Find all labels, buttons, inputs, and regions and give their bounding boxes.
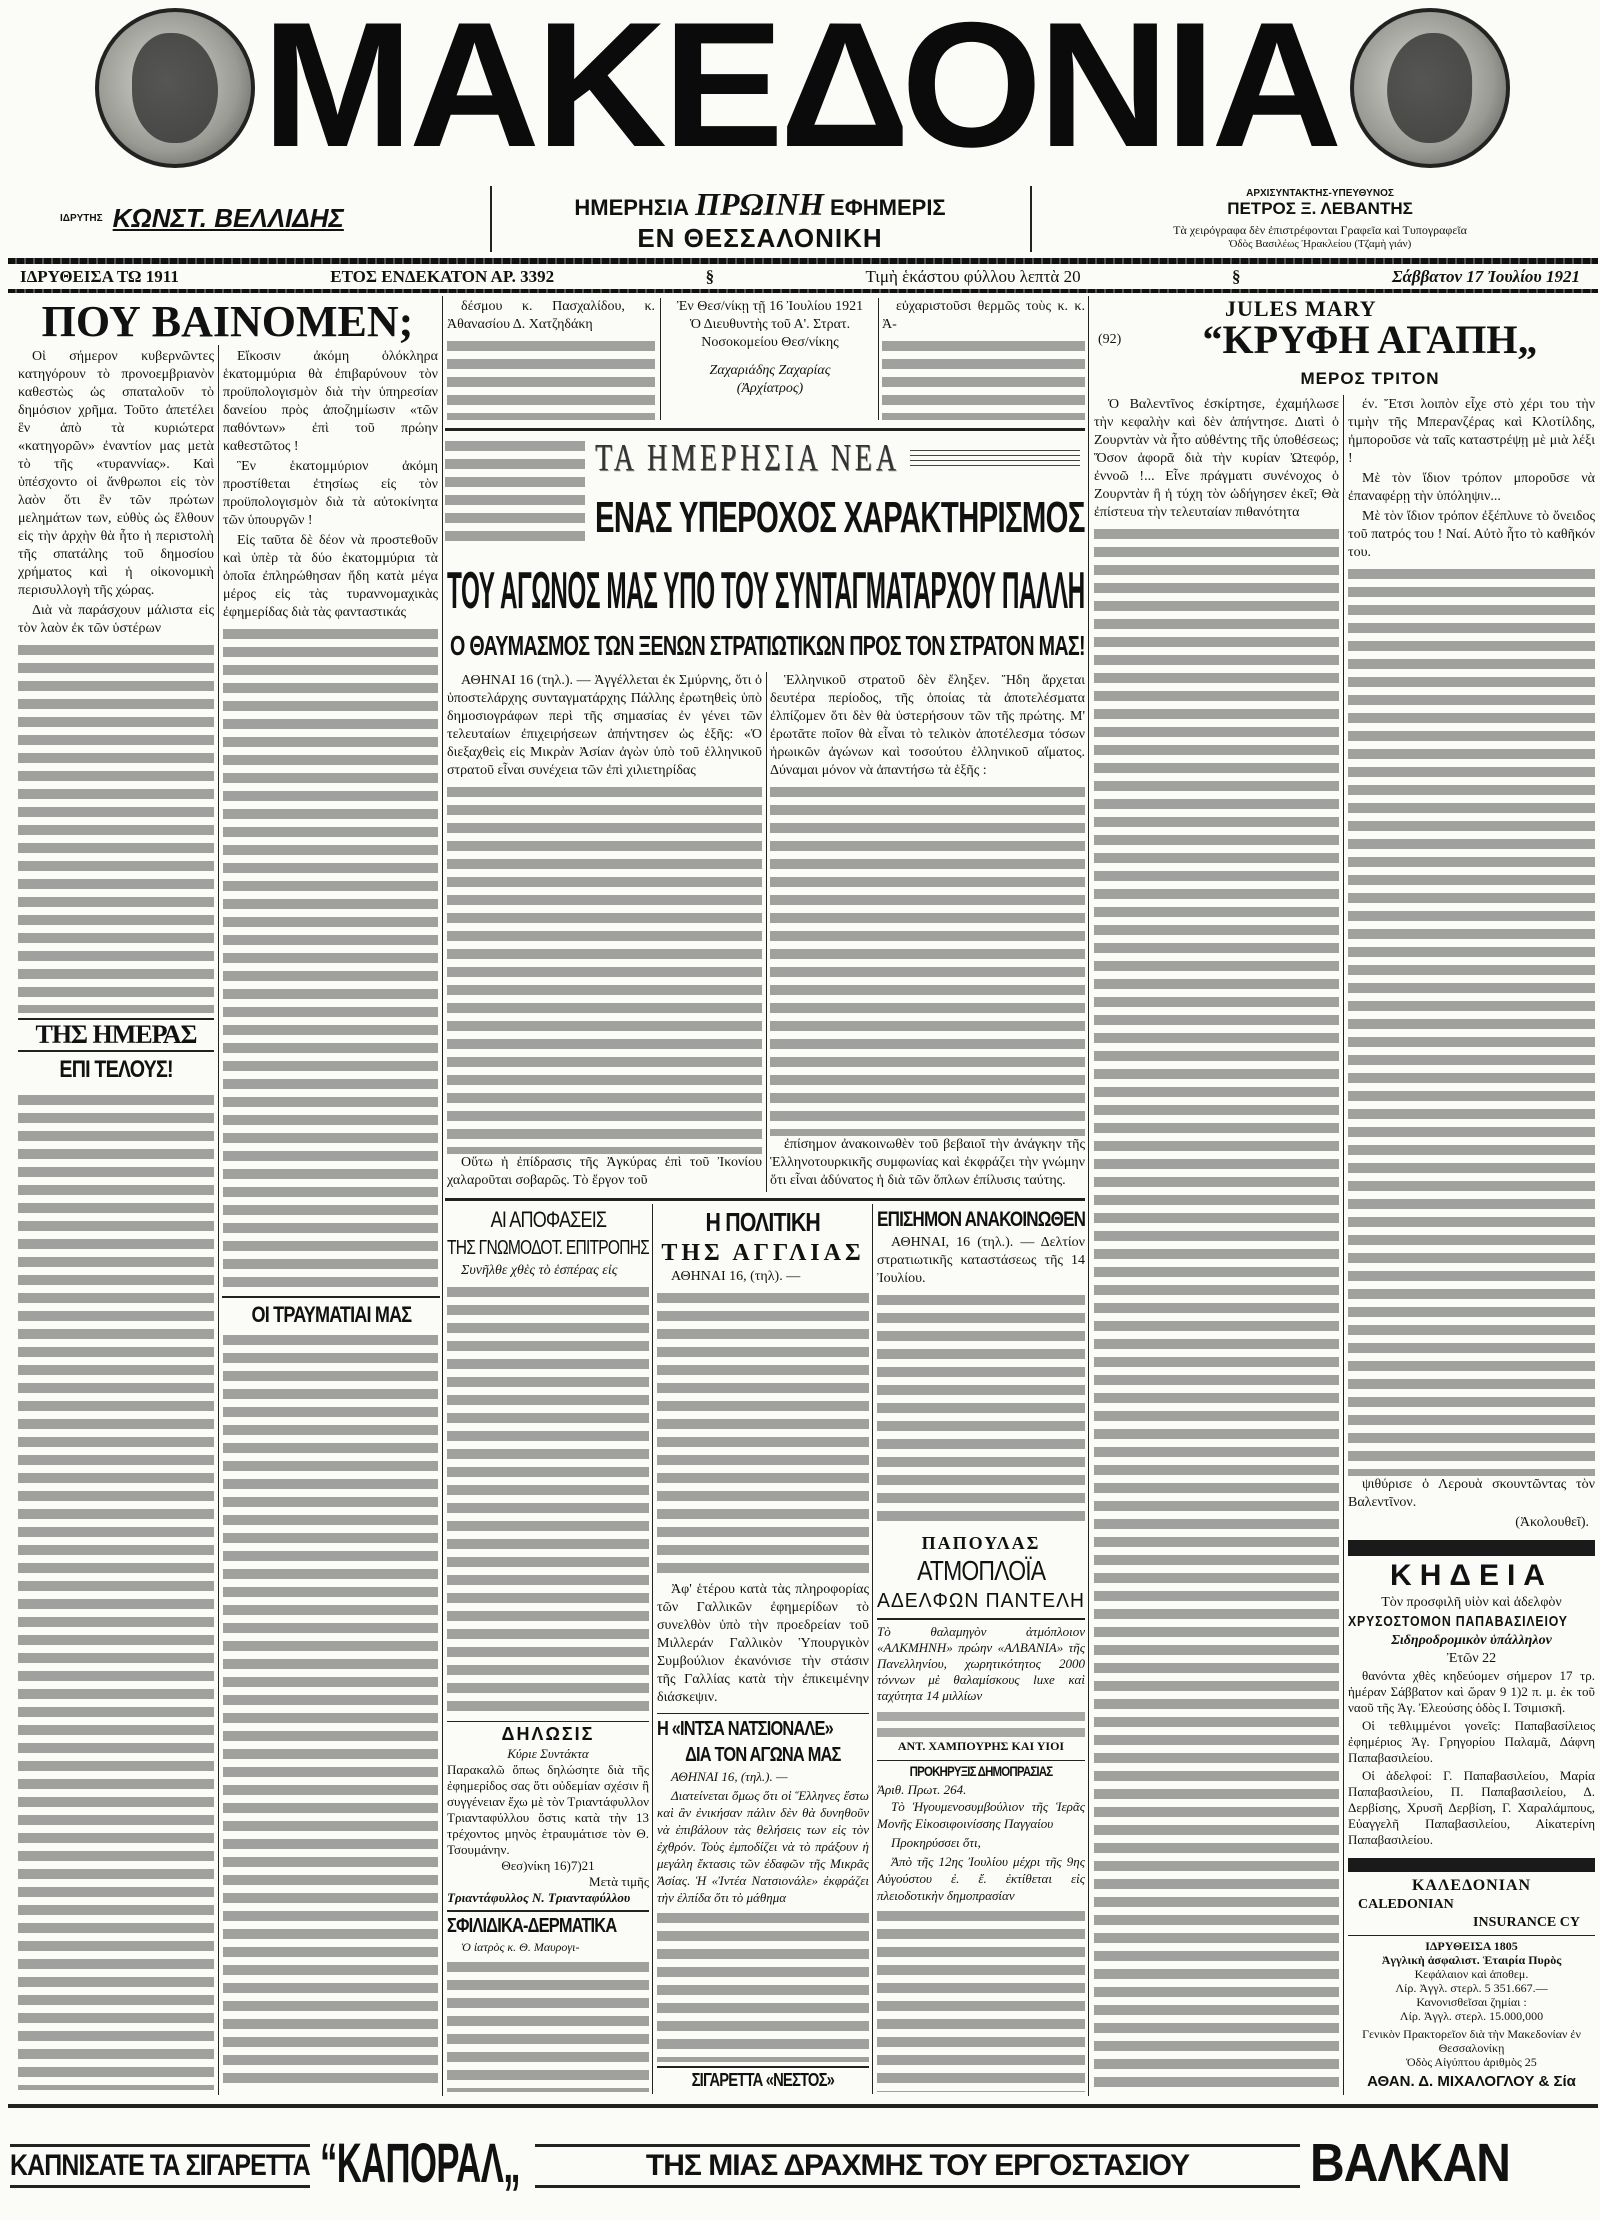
company-founded: ΙΔΡΥΘΕΙΣΑ 1805 — [1425, 1939, 1518, 1953]
article-title-apofaseis: ΑΙ ΑΠΟΦΑΣΕΙΣ — [490, 1207, 606, 1232]
separator: § — [705, 267, 715, 286]
claims-value: Λίρ. Ἀγγλ. στερλ. 15.000,000 — [1399, 2009, 1544, 2023]
deceased-age: Ἐτῶν 22 — [1446, 1651, 1497, 1666]
paragraph: Συνῆλθε χθὲς τὸ ἑσπέρας εἰς — [461, 1263, 618, 1278]
text-lines — [657, 1908, 869, 2062]
text-lines — [1348, 564, 1595, 1476]
banner-ornament — [910, 450, 1080, 470]
text-lines — [447, 1957, 649, 2092]
text-lines — [223, 1330, 438, 2090]
paragraph: ἐπίσημον ἀνακοινωθὲν τοῦ βεβαιοῖ τὴν ἀνάγκην τῆς Ἑλληνοτουρκικῆς συμφωνίας καὶ ἐκφράζει τὴν γνώμην ὅτι εἶναι ἀδύνατος ἡ διὰ τῶν ὅπλων ἐπίλυσις ταύτης. — [770, 1137, 1085, 1188]
office-note: Τὰ χειρόγραφα δὲν ἐπιστρέφονται Γραφεῖα καὶ Τυπογραφεῖα — [1173, 223, 1467, 237]
novel-part: ΜΕΡΟΣ ΤΡΙΤΟΝ — [1300, 369, 1440, 388]
paragraph: Οἱ τεθλιμμένοι γονεῖς: Παπαβασίλειος ἐφημέριος Ἁγ. Γρηγορίου Παλαμᾶ, Δάφνη Παπαβασιλείου. — [1348, 1718, 1595, 1765]
column-subtitle: ΕΠΙ ΤΕΛΟΥΣ! — [59, 1056, 173, 1083]
paragraph: Μὲ τὸν ἴδιον τρόπον μποροῦσε νὰ ἐπαναφέρῃ τὴν ὑπόληψιν... — [1348, 471, 1595, 504]
claims-label: Κανονισθεῖσαι ζημίαι : — [1416, 1995, 1527, 2009]
company-name-en-2: INSURANCE CY — [1348, 1914, 1595, 1936]
right-column — [1348, 396, 1595, 2092]
ad-text-2: ΤΗΣ ΜΙΑΣ ΔΡΑΧΜΗΣ ΤΟΥ ΕΡΓΟΣΤΑΣΙΟΥ — [535, 2144, 1300, 2188]
paragraph: Ἑλληνικοῦ στρατοῦ δὲν ἔληξεν. Ἤδη ἄρχεται δευτέρα περίοδος, τῆς ὁποίας τὰ ἀποτελέσματα ἐλπίζομεν ὅτι δὲν θὰ ὑστερήσουν τῶν τῆς πρώτης. Μ' ἐρωτᾶτε ποῖον θὰ εἶναι τὸ τελικὸν ἀποτέλεσμα τόσων ἡρωικῶν ἀγώνων καὶ τοσούτου ἑλληνικοῦ αἵματος. Δύναμαι μόνον νὰ ἀπαντήσω τὰ ἑξῆς : — [770, 673, 1085, 778]
funeral-title: ΚΗΔΕΙΑ — [1390, 1559, 1553, 1592]
continued-text — [445, 436, 585, 546]
ad-body: Τὸ θαλαμηγὸν ἀτμόπλοιον «ΑΛΚΜΗΝΗ» πρώην «ΑΛΒΑΝΙΑ» τῆς Πανελληνίου, χωρητικότητος 2000 τόννων μὲ θαλαμίσκους luxe καὶ ταχύτητα 14 μιλλίων — [877, 1624, 1085, 1703]
article-subtitle-apofaseis: ΤΗΣ ΓΝΩΜΟΔΟΤ. ΕΠΙΤΡΟΠΗΣ — [447, 1237, 649, 1259]
ad-factory: ΒΑΛΚΑΝ — [1310, 2133, 1510, 2193]
article-title-pou-bainomen: ΠΟΥ ΒΑΙΝΟΜΕΝ; — [41, 297, 414, 346]
note-rank: (Ἀρχίατρος) — [736, 381, 804, 396]
dateline — [20, 266, 1580, 288]
article-intsa-body — [657, 1768, 869, 2062]
daily-news-col1 — [447, 672, 762, 1192]
article-subtitle-politiki: ΤΗΣ ΑΓΓΛΙΑΣ — [661, 1240, 865, 1266]
paragraph: Οὕτω ἡ ἐπίδρασις τῆς Ἀγκύρας ἐπὶ τοῦ Ἰκονίου χαλαροῦται σοβαρῶς. Τὸ ἔργον τοῦ — [447, 1155, 762, 1188]
text-lines — [447, 782, 762, 1154]
article-episimon-body — [877, 1234, 1085, 1528]
text-lines — [1094, 524, 1339, 2091]
city: ΕΝ ΘΕΣΣΑΛΟΝΙΚΗ — [637, 223, 883, 253]
lower-column-b — [657, 1206, 869, 2092]
closing: Μετὰ τιμῆς — [589, 1874, 649, 1890]
dilosis-body: Παρακαλῶ ὅπως δηλώσητε διὰ τῆς ἐφημερίδος σας ὅτι οὐδεμίαν σχέσιν ἢ συγγένειαν ἔχω μὲ τὸν Τριαντάφυλλον Τριανταφύλλου ὅστις κατὰ τὴν 13 τρέχοντος μηνὸς ἐτραυμάτισε τὸν Θ. Τσουμάνην. — [447, 1762, 649, 1858]
editor-label: ΑΡΧΙΣΥΝΤΑΚΤΗΣ-ΥΠΕΥΘΥΝΟΣ — [1246, 188, 1394, 199]
text-lines — [18, 1090, 214, 2090]
place-date: Θεσ)νίκη 16)7)21 — [501, 1858, 595, 1874]
price: Τιμὴ ἑκάστου φύλλου λεπτὰ 20 — [865, 267, 1081, 286]
paragraph: Διὰ νὰ παράσχουν μάλιστα εἰς τὸν λαὸν ἐκ τῶν ὑστέρων — [18, 603, 214, 636]
deceased-name: ΧΡΥΣΟΣΤΟΜΟΝ ΠΑΠΑΒΑΣΙΛΕΙΟΥ — [1348, 1613, 1568, 1630]
newspaper-title: ΜΑΚΕΔΟΝΙΑ — [261, 0, 1339, 184]
note-col1 — [447, 298, 655, 420]
daily-news-col2 — [770, 672, 1085, 1192]
notice-auction-body — [877, 1798, 1085, 2092]
paragraph: Ὁ Βαλεντῖνος ἐσκίρτησε, ἐχαμήλωσε τὴν κεφαλὴν καὶ δὲν ἀπήντησε. Διατὶ ὁ Ζουρντὰν νὰ ἦτο αὐθέντης τῆς ὑποθέσεως; Ὅσον ἀφορᾶ διὰ τὴν κυρίαν Ὠτεφόρ, ἐννοῶ !... Εἶνε πράγματι συνένοχος ὁ Ζουρντὰν ἢ ἡ τύχη τὸν ὡδήγησεν ἐκεῖ; Θὰ ἐπίστευα τὴν τελευταίαν πιθανότητα — [1094, 397, 1339, 520]
paragraph: Εἰς ταῦτα δὲ δέον νὰ προστεθοῦν καὶ ὑπὲρ τὰ δύο ἑκατομμύρια τὰ ὁποῖα ἐπληρώθησαν ἤδη κατὰ μέγα μέρος εἰς τὰς τυραννομαχικὰς ἐφημερίδας διὰ τὰς φανταστικάς — [223, 533, 438, 620]
novel-continued: (Ἀκολουθεῖ). — [1515, 1515, 1589, 1530]
paragraph: έν. Ἔτσι λοιπὸν εἶχε στὸ χέρι του τὴν τιμὴν τῆς Μπερανζέρας καὶ Κλοτίλδης, ἠμποροῦσε νὰ ταῖς καταστρέψῃ μὲ μιὰ λέξι ! — [1348, 397, 1595, 466]
novel-author: JULES MARY — [1225, 296, 1377, 321]
column-title-tis-imeras: ΤΗΣ ΗΜΕΡΑΣ — [18, 1018, 214, 1052]
funeral-body — [1348, 1668, 1595, 1850]
ad-title: ΑΤΜΟΠΛΟΪΑ — [916, 1555, 1046, 1586]
agent-name: ΑΘΑΝ. Δ. ΜΙΧΑΛΟΓΛΟΥ & Σία — [1367, 2073, 1576, 2090]
ad-name: ΠΑΠΟΥΛΑΣ — [921, 1533, 1041, 1553]
paragraph: Οἱ ἀδελφοί: Γ. Παπαβασιλείου, Μαρία Παπαβασιλείου, Π. Παπαβασιλείου, Δ. Δερβίσης, Χρυσῆ Δερβίση, Γ. Χαραλάμπους, Εὐαγγελῆ Παπαβασιλείου, Αἰκατερίνη Παπαβασιλείου. — [1348, 1768, 1595, 1847]
editor-block — [1040, 182, 1600, 254]
office-address: Ὁδὸς Βασιλέως Ἡρακλείου (Τζαμὴ γιάν) — [1228, 238, 1412, 250]
article-subtitle-intsa: ΔΙΑ ΤΟΝ ΑΓΩΝΑ ΜΑΣ — [685, 1744, 841, 1766]
note-signature: Ζαχαριάδης Ζαχαρίας — [709, 363, 831, 378]
company-name-en-1: CALEDONIAN — [1358, 1897, 1454, 1912]
text-lines — [877, 1906, 1085, 2092]
ad-text-1: ΚΑΠΝΙΣΑΤΕ ΤΑ ΣΙΓΑΡΕΤΤΑ — [10, 2144, 310, 2188]
article-title-dilosis: ΔΗΛΩΣΙΣ — [447, 1721, 649, 1746]
article-title-traumatiai: ΟΙ ΤΡΑΥΜΑΤΙΑΙ ΜΑΣ — [222, 1296, 440, 1328]
notice-title: ΠΡΟΚΗΡΥΞΙΣ ΔΗΜΟΠΡΑΣΙΑΣ — [877, 1760, 1085, 1781]
article-tis-imeras-body — [18, 1090, 214, 2090]
headline-3: Ο ΘΑΥΜΑΣΜΟΣ ΤΩΝ ΞΕΝΩΝ ΣΤΡΑΤΙΩΤΙΚΩΝ ΠΡΟΣ ΤΟΝ ΣΤΡΑΤΟΝ ΜΑΣ! — [450, 630, 1085, 661]
novel-col2 — [1348, 396, 1595, 1514]
issue-number: ΕΤΟΣ ΕΝΔΕΚΑΤΟΝ ΑΡ. 3392 — [330, 267, 555, 286]
paragraph: Ἀπὸ τῆς 12ης Ἰουλίου μέχρι τῆς 9ης Αὐγούστου ἐ. ἔ. ἐκτίθεται εἰς πλειοδοτικὴν δημοπρασίαν — [877, 1854, 1085, 1903]
ad-nestos-cigarettes: ΣΙΓΑΡΕΤΤΑ «ΝΕΣΤΟΣ» — [657, 2066, 869, 2092]
deceased-role: Σιδηροδρομικὸν ὑπάλληλον — [1391, 1633, 1552, 1648]
note-date: Ἐν Θεσ/νίκῃ τῇ 16 Ἰουλίου 1921 — [676, 299, 864, 314]
headline-2: ΤΟΥ ΑΓΩΝΟΣ ΜΑΣ ΥΠΟ ΤΟΥ ΣΥΝΤΑΓΜΑΤΑΡΧΟΥ ΠΑΛΛΗ — [447, 562, 1085, 620]
ad-kaporal-cigarettes — [10, 2130, 1590, 2200]
agency: Γενικὸν Πρακτορεῖον διὰ τὴν Μακεδονίαν ἐν Θεσσαλονίκῃ — [1362, 2027, 1581, 2055]
paragraph: Ὁ ἰατρὸς κ. Θ. Μαυρογι- — [461, 1940, 580, 1955]
paragraph: ΑΘΗΝΑΙ 16 (τηλ.). — Ἀγγέλλεται ἐκ Σμύρνης, ὅτι ὁ ὑποστελάρχης συνταγματάρχης Πάλλης ἐρωτηθεὶς ὑπὸ δημοσιογράφων περὶ τῆς σημασίας ἐν γένει τῶν τελευταίων ἐπιχειρήσεων ἀπήντησεν ὡς ἑξῆς: «Ὁ διεξαχθεὶς εἰς Μικρὰν Ἀσίαν ἀγὼν ὑπὸ τοῦ ἑλληνικοῦ στρατοῦ εἶναι συνέχεια τῶν ἐπὶ χιλιετηρίδας — [447, 673, 762, 778]
paragraph: Οἱ σήμερον κυβερνῶντες κατηγόρουν τὸ προνοεμβριανὸν καθεστὼς ὡς σπαταλοῦν τὸ δημόσιον χρῆμα. Τοῦτο ἀπετέλει ἓν ἀπὸ τὰ κυριώτερα «κατηγορῶν» ἐναντίον μας μετὰ τὸ τῆς «τυραννίας». Καὶ ὑπέσχοντο οἱ ἄνθρωποι εἰς τὸν λαὸν ὅτι ἓν τῶν πρώτων μελημάτων των, εὐθὺς ὡς ἔλθουν εἰς τὴν ἀρχὴν θὰ ἦτο ἡ περιστολὴ τῆς σπατάλης τοῦ δημοσίου χρήματος καὶ ἡ οἰκονομικὴ περισυλλογὴ τῆς χώρας. — [18, 349, 214, 598]
text-lines — [770, 782, 1085, 1136]
paragraph: ψιθύρισε ὁ Λερουὰ σκουντῶντας τὸν Βαλεντῖνον. — [1348, 1477, 1595, 1510]
article-title-episimon: ΕΠΙΣΗΜΟΝ ΑΝΑΚΟΙΝΩΘΕΝ — [877, 1208, 1085, 1231]
founder-name: ΚΩΝΣΤ. ΒΕΛΛΙΔΗΣ — [112, 202, 344, 233]
paragraph: Μὲ τὸν ἴδιον τρόπον ἐξέπλυνε τὸ ὄνειδος τοῦ πατρός του ! Ναί. Αὐτὸ ἦτο τὸ καθῆκόν του. — [1348, 509, 1595, 560]
black-bar — [1348, 1540, 1595, 1556]
coin-emblem-right — [1350, 8, 1510, 168]
funeral-intro: Τὸν προσφιλῆ υἱὸν καὶ ἀδελφὸν — [1381, 1595, 1562, 1610]
tagline-emph: ΠΡΩΙΝΗ — [695, 186, 824, 222]
tagline-block — [495, 182, 1025, 254]
novel-col1 — [1094, 396, 1339, 2091]
company-name-gr: ΚΑΛΕΔΟΝΙΑΝ — [1411, 1877, 1532, 1894]
lower-column-c — [877, 1206, 1085, 2092]
founded-year: ΙΔΡΥΘΕΙΣΑ ΤΩ 1911 — [20, 267, 179, 286]
note-role: Ὁ Διευθυντὴς τοῦ Α'. Στρατ. Νοσοκομείου Θεσ/νίκης — [689, 317, 851, 350]
ad-papoulas-shipping — [877, 1532, 1085, 1754]
divider-bar — [8, 289, 1598, 293]
article-traumatiai-body — [223, 1330, 438, 2090]
paragraph: Ἀφ' ἑτέρου κατὰ τὰς πληροφορίας τῶν Γαλλικῶν ἐφημερίδων τὸ συνελθὸν ὑπὸ τὴν προεδρείαν τοῦ Μιλλεράν Γαλλικὸν Ὑπουργικὸν Συμβούλιον ἐκανόνισε τὴν στάσιν τῆς Γαλλίας κατὰ τὴν ἐπικειμένην διάσκεψιν. — [657, 1582, 869, 1705]
article-sfilidika-body — [447, 1940, 649, 2092]
text-lines — [223, 624, 438, 1288]
paragraph: ΑΘΗΝΑΙ, 16 (τηλ.). — Δελτίον στρατιωτικῆς καταστάσεως τῆς 14 Ἰουλίου. — [877, 1235, 1085, 1286]
article-title-politiki: Η ΠΟΛΙΤΙΚΗ — [705, 1207, 821, 1237]
tagline-2: ΕΦΗΜΕΡΙΣ — [830, 195, 946, 220]
text-lines — [882, 336, 1085, 420]
article-title-sfilidika: ΣΦΙΛΙΔΙΚΑ-ΔΕΡΜΑΤΙΚΑ — [447, 1910, 649, 1940]
tagline-1: ΗΜΕΡΗΣΙΑ — [574, 195, 690, 220]
paragraph: Ἓν ἑκατομμύριον ἀκόμη προστίθεται ἐτησίως εἰς τὸν προϋπολογισμὸν διὰ τὰ αὐτοκίνητα τῶν ὑπουργῶν ! — [223, 459, 438, 528]
note-col3 — [882, 298, 1085, 420]
headline-1: ΕΝΑΣ ΥΠΕΡΟΧΟΣ ΧΑΡΑΚΤΗΡΙΣΜΟΣ — [595, 493, 1085, 542]
text-lines — [447, 336, 655, 420]
paragraph: Τὸ Ἡγουμενοσυμβούλιον τῆς Ἱερᾶς Μονῆς Εἰκοσιφοινίσσης Παγγαίου — [877, 1799, 1085, 1831]
paragraph: εὐχαριστοῦσι θερμῶς τοὺς κ. κ. Ἀ- — [882, 299, 1085, 332]
paragraph: Διατείνεται ὅμως ὅτι οἱ Ἕλληνες ἔστω καὶ ἂν ἐνικήσαν πάλιν δὲν θὰ δυνηθοῦν νὰ ἐπιβάλουν τὰς θελήσεις των εἰς τὸν ἐχθρόν. Τοὺς ἐμποδίζει νὰ τὸ πράξουν ἡ μεγάλη ἔκτασις τῶν ἐδαφῶν τῆς Μικρᾶς Ἀσίας. Ἡ «Ἰντέα Νατσιονάλε» ἐκφράζει τὴν ἐλπίδα ὅτι τὸ μάθημα — [657, 1788, 869, 1905]
black-bar — [1348, 1858, 1595, 1872]
paragraph: θανόντα χθὲς κηδεύομεν σήμερον 17 τρ. ἡμέραν Σάββατον καὶ ὥραν 9 1)2 π. μ. ἐκ τοῦ ναοῦ τῆς Ἁγ. Ἐλεούσης ὁδὸς Ι. Τσιμισκῆ. — [1348, 1668, 1595, 1715]
novel-title: “ΚΡΥΦΗ ΑΓΑΠΗ„ — [1202, 317, 1538, 362]
text-lines — [657, 1288, 869, 1581]
notice-ref: Ἀριθ. Πρωτ. 264. — [877, 1782, 967, 1797]
text-lines — [877, 1290, 1085, 1528]
agency-address: Ὁδὸς Αἰγύπτου ἀριθμὸς 25 — [1406, 2055, 1537, 2069]
company-desc: Ἀγγλικὴ ἀσφαλιστ. Ἑταιρία Πυρὸς — [1381, 1953, 1562, 1967]
article-politiki-body — [657, 1268, 869, 1709]
founder-label: ΙΔΡΥΤΗΣ — [60, 212, 103, 224]
ad-brand: “ΚΑΠΟΡΑΛ„ — [320, 2131, 520, 2194]
funeral-notice — [1348, 1558, 1595, 1668]
text-lines — [18, 640, 214, 1013]
article-pou-bainomen-col2 — [223, 348, 438, 1288]
text-lines — [447, 1282, 649, 1717]
novel-installment: (92) — [1098, 332, 1122, 347]
editor-name: ΠΕΤΡΟΣ Ξ. ΛΕΒΑΝΤΗΣ — [1227, 199, 1413, 218]
issue-date: Σάββατον 17 Ἰουλίου 1921 — [1391, 267, 1580, 286]
paragraph: ΑΘΗΝΑΙ 16, (τηλ). — — [671, 1269, 801, 1284]
paragraph: δέσμου κ. Πασχαλίδου, κ. Ἀθανασίου Δ. Χατζηδάκη — [447, 299, 655, 332]
paragraph: Εἴκοσιν ἀκόμη ὁλόκληρα ἑκατομμύρια θὰ ἐπιβαρύνουν τὸν προϋπολογισμὸν διὰ τὴν ὑπηρεσίαν δανείου πρὸς ἀποζημίωσιν «τῶν παθόντων» ἐπὶ τοῦ πρώην καθεστῶτος ! — [223, 349, 438, 454]
ad-caledonian-insurance — [1348, 1876, 1595, 2092]
article-apofaseis-body — [447, 1262, 649, 1717]
divider-bar — [8, 258, 1598, 264]
capital-value: Λίρ. Ἀγγλ. στερλ. 5 351.667.— — [1395, 1981, 1548, 1995]
capital-label: Κεφάλαιον καὶ ἀποθεμ. — [1414, 1967, 1529, 1981]
signature: Τριαντάφυλλος Ν. Τριανταφύλλου — [447, 1890, 631, 1906]
lower-column-a — [447, 1206, 649, 2092]
article-pou-bainomen-col1 — [18, 348, 214, 1013]
text-lines — [445, 436, 585, 546]
paragraph: Προκηρύσσει ὅτι, — [891, 1835, 981, 1850]
separator: § — [1232, 267, 1241, 286]
section-banner-daily-news: ΤΑ ΗΜΕΡΗΣΙΑ ΝΕΑ — [595, 437, 900, 479]
article-dilosis — [447, 1746, 649, 1906]
paragraph: ΑΘΗΝΑΙ 16, (τηλ.). — — [671, 1769, 788, 1784]
founder-block — [60, 182, 480, 254]
salutation: Κύριε Συντάκτα — [507, 1746, 589, 1762]
article-title-intsa: Η «ΙΝΤΣΑ ΝΑΤΣΙΟΝΑΛΕ» — [657, 1713, 869, 1742]
ad-agent: ΑΝΤ. ΧΑΜΠΟΥΡΗΣ ΚΑΙ ΥΙΟΙ — [897, 1739, 1065, 1753]
hospital-note — [665, 298, 875, 424]
coin-emblem-left — [95, 8, 255, 168]
ad-subtitle: ΑΔΕΛΦΩΝ ΠΑΝΤΕΛΗ — [877, 1588, 1085, 1620]
